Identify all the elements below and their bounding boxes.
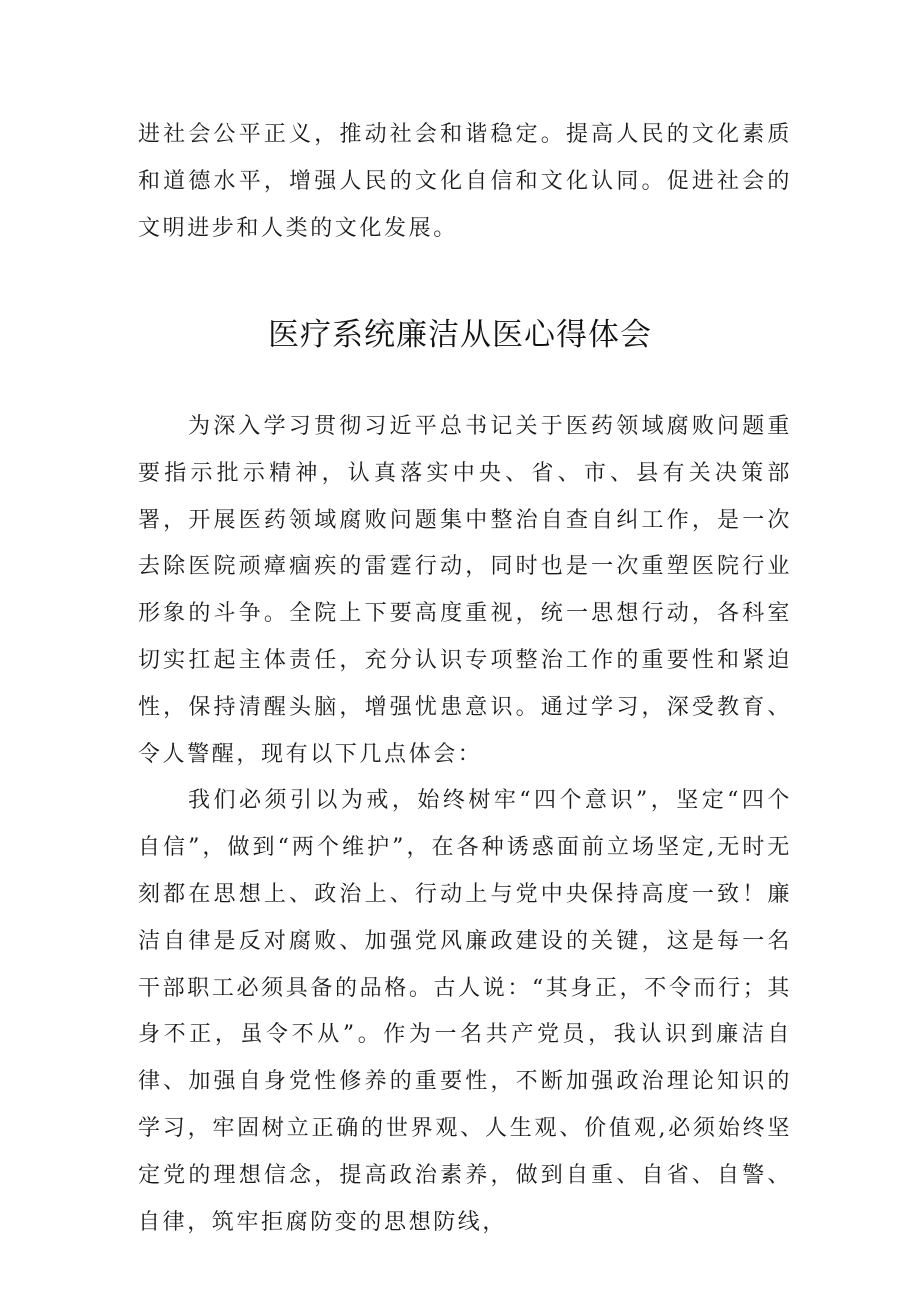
body-paragraph-2: 我们必须引以为戒，始终树牢“四个意识”，坚定“四个自信”，做到“两个维护”，在各种诱惑面前立场坚定,无时无刻都在思想上、政治上、行动上与党中央保持高度一致！廉洁自律是反对腐败、加强党风廉政建设的关键，这是每一名干部职工必须具备的品格。古人说：“其身正，不令而行；其身不正，虽令不从”。作为一名共产党员，我认识到廉洁自律、加强自身党性修养的重要性，不断加强政治理论知识的学习，牢固树立正确的世界观、人生观、价值观,必须始终坚定党的理想信念，提高政治素养，做到自重、自省、自警、自律，筑牢拒腐防变的思想防线， — [138, 788, 792, 1235]
continuation-paragraph: 进社会公平正义，推动社会和谐稳定。提高人民的文化素质和道德水平，增强人民的文化自信和文化认同。促进社会的文明进步和人类的文化发展。 — [138, 122, 792, 241]
body-paragraph-1: 为深入学习贯彻习近平总书记关于医药领域腐败问题重要指示批示精神，认真落实中央、省、市、县有关决策部署，开展医药领域腐败问题集中整治自查自纠工作，是一次去除医院顽瘴痼疾的雷霆行动，同时也是一次重塑医院行业形象的斗争。全院上下要高度重视，统一思想行动，各科室切实扛起主体责任，充分认识专项整治工作的重要性和紧迫性，保持清醒头脑，增强忧患意识。通过学习，深受教育、令人警醒，现有以下几点体会： — [138, 414, 792, 767]
document-body — [138, 404, 792, 1246]
document-title: 医疗系统廉洁从医心得体会 — [268, 317, 652, 353]
continuation-text — [138, 112, 792, 252]
